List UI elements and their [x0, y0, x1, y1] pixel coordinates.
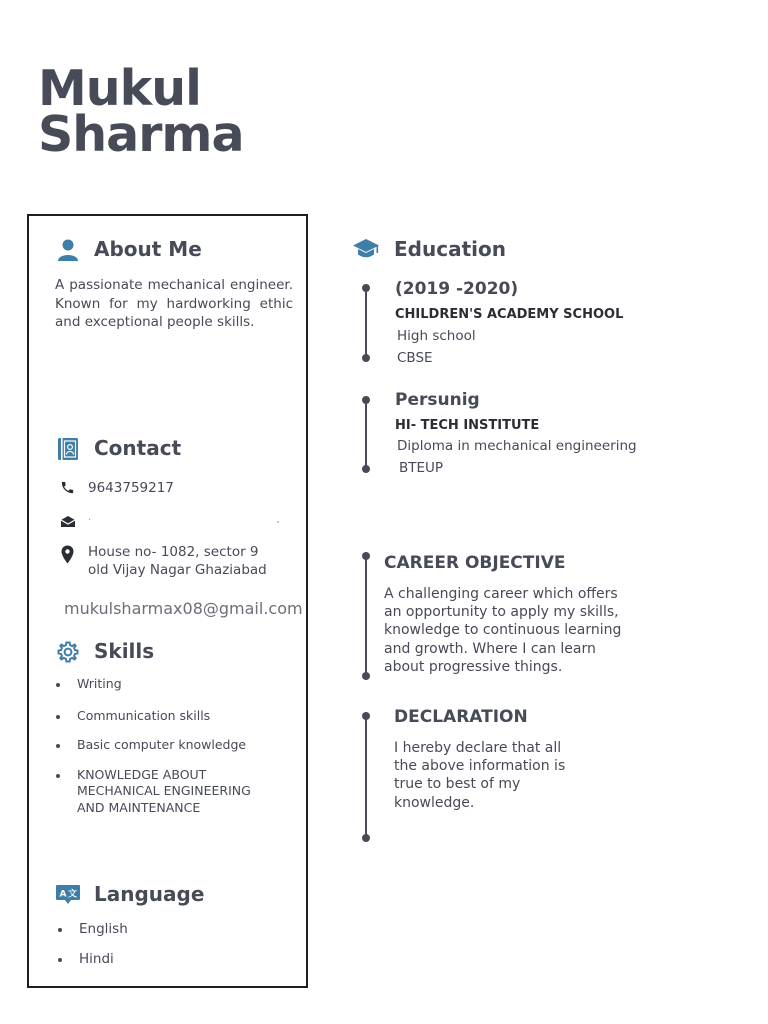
translate-icon	[55, 884, 81, 906]
timeline-line	[365, 716, 367, 838]
timeline-dot	[362, 354, 370, 362]
declaration-text: I hereby declare that all the above information is true to best of my knowledge.	[394, 740, 566, 811]
first-name: Mukul	[38, 60, 201, 117]
last-name: Sharma	[38, 106, 244, 163]
language-list	[58, 921, 258, 967]
career-objective-text: A challenging career which offers an opportunity to apply my skills, knowledge to continuous learning and growth. Where I can learn about progressive things.	[384, 586, 622, 675]
timeline-line	[365, 400, 367, 470]
graduation-cap-icon	[352, 238, 380, 260]
about-me-text: A passionate mechanical engineer. Known for my hardworking ethic and exceptional people skills.	[55, 277, 293, 330]
contact-book-icon	[57, 437, 79, 461]
timeline-dot	[362, 284, 370, 292]
education-heading: Education	[394, 237, 506, 261]
timeline-line	[365, 556, 367, 676]
timeline-dot	[362, 834, 370, 842]
language-item: Hindi	[58, 951, 258, 968]
gear-icon	[56, 640, 80, 664]
education-school: CHILDREN'S ACADEMY SCHOOL	[395, 307, 624, 322]
skill-item: KNOWLEDGE ABOUT MECHANICAL ENGINEERING AND MAINTENANCE	[56, 767, 267, 817]
education-detail: High school	[397, 328, 476, 344]
language-item: English	[58, 921, 258, 938]
timeline-dot	[362, 465, 370, 473]
career-objective-heading: CAREER OBJECTIVE	[384, 553, 566, 573]
placeholder-dot	[277, 521, 279, 523]
mail-icon	[60, 513, 76, 526]
education-period: (2019 -2020)	[395, 279, 519, 299]
language-heading: Language	[94, 882, 205, 906]
svg-text:A: A	[59, 889, 67, 900]
skill-item: Basic computer knowledge	[56, 737, 286, 754]
address-line-1: House no- 1082, sector 9	[88, 544, 259, 560]
svg-text:文: 文	[68, 889, 78, 900]
declaration-heading: DECLARATION	[394, 707, 528, 727]
education-school: HI- TECH INSTITUTE	[395, 418, 540, 433]
phone-icon	[60, 480, 75, 495]
address-line-2: old Vijay Nagar Ghaziabad	[88, 562, 267, 578]
timeline-dot	[362, 712, 370, 720]
timeline-dot	[362, 552, 370, 560]
email-address[interactable]: mukulsharmax08@gmail.com	[64, 599, 303, 618]
education-detail: Diploma in mechanical engineering	[397, 438, 637, 454]
skills-heading: Skills	[94, 639, 155, 663]
location-pin-icon	[61, 545, 74, 564]
phone-number: 9643759217	[88, 480, 174, 496]
skill-item: Writing	[56, 676, 286, 693]
candidate-name	[38, 60, 244, 163]
timeline-dot	[362, 396, 370, 404]
skill-item: Communication skills	[56, 708, 286, 725]
timeline-dot	[362, 672, 370, 680]
person-icon	[57, 238, 79, 262]
email-placeholder: .	[88, 512, 92, 523]
education-detail: BTEUP	[399, 460, 444, 476]
education-period: Persunig	[395, 390, 480, 410]
about-me-heading: About Me	[94, 237, 202, 261]
skills-list	[56, 676, 286, 816]
contact-heading: Contact	[94, 436, 182, 460]
timeline-line	[365, 288, 367, 358]
education-detail: CBSE	[397, 350, 433, 366]
